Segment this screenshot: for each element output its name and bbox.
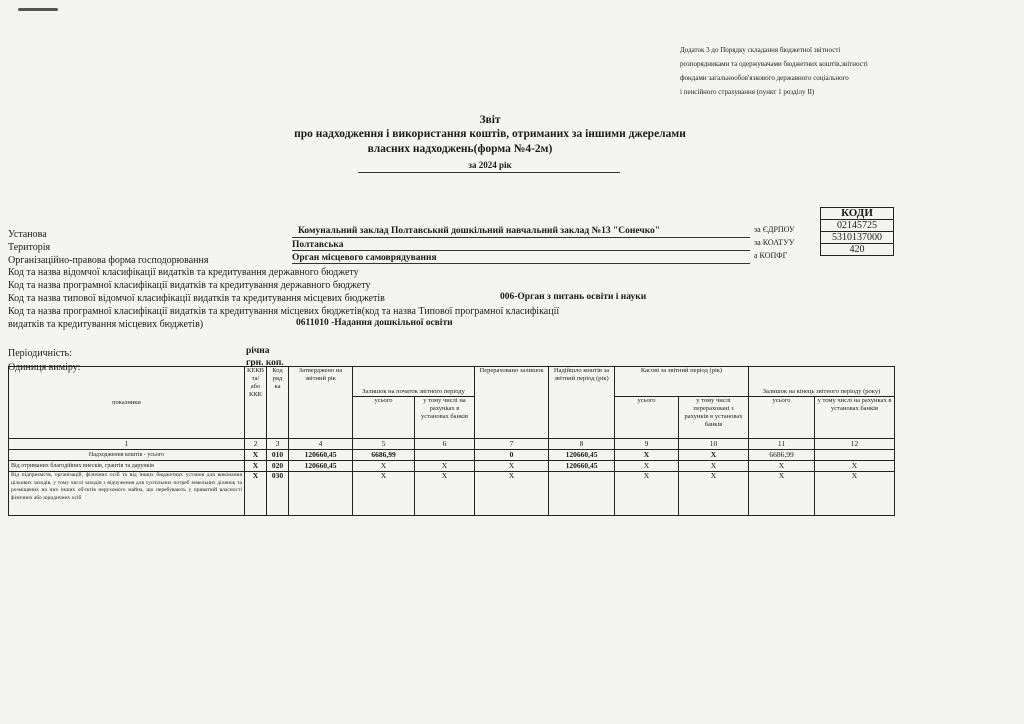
period-underline — [358, 172, 620, 173]
column-number: 7 — [475, 439, 549, 450]
row-code: 030 — [267, 472, 289, 516]
legal-form-label: Організаційно-правова форма господорювання — [8, 255, 209, 266]
row-transferred: 0 — [475, 450, 549, 461]
row-balance-start-banks: Х — [415, 472, 475, 516]
col-approved-header: Затверджено на звітний рік — [289, 367, 353, 439]
col-transferred-header: Перераховано залишок — [475, 367, 549, 439]
koatuu-label: за КОАТУУ — [754, 238, 795, 247]
column-number: 2 — [245, 439, 267, 450]
institution-label: Установа — [8, 229, 47, 240]
annex-line-1: Додаток 3 до Порядку складання бюджетної звітності — [680, 46, 841, 54]
table-row — [9, 472, 895, 516]
column-number: 6 — [415, 439, 475, 450]
annex-line-2: розпорядниками та одержувачами бюджетних коштів,звітності — [680, 60, 868, 68]
row-name: Від отриманих благодійних внесків, грантів та дарунків — [9, 461, 245, 472]
report-subtitle-1: про надходження і використання коштів, отриманих за іншими джерелами — [294, 128, 686, 140]
row-transferred: Х — [475, 461, 549, 472]
dept-class-label: Код та назва відомчої класифікації видатків та кредитування державного бюджету — [8, 267, 359, 278]
row-balance-end-banks: Х — [815, 472, 895, 516]
table-row — [9, 450, 895, 461]
column-number: 4 — [289, 439, 353, 450]
row-received: 120660,45 — [549, 461, 615, 472]
territory-label: Територія — [8, 242, 51, 253]
col-balance-start-header: Залишок на початок звітного періоду — [353, 367, 475, 397]
row-balance-start-banks — [415, 450, 475, 461]
row-balance-start: Х — [353, 461, 415, 472]
annex-line-3: фондами загальнообов'язкового державного соціального — [680, 74, 849, 82]
row-transferred: Х — [475, 472, 549, 516]
report-title: Звіт — [479, 114, 501, 126]
institution-value: Комунальний заклад Полтавський дошкільний навчальний заклад №13 "Сонечко" — [298, 226, 661, 236]
col-balance-start-total-header: усього — [353, 397, 415, 439]
edrpou-label: за ЄДРПОУ — [754, 225, 795, 234]
row-balance-end: Х — [749, 461, 815, 472]
col-kekv-header: КЕКВ та/або ККК — [245, 367, 267, 439]
koatuu-value: 5310137000 — [821, 232, 894, 244]
row-name: Надходження коштів - усього — [9, 450, 245, 461]
col-balance-end-header: Залишок на кінець звітного періоду (року) — [749, 367, 895, 397]
periodicity-label: Періодичність: — [8, 348, 72, 359]
column-number: 1 — [9, 439, 245, 450]
column-numbers-row — [9, 439, 895, 450]
staple-mark — [18, 8, 58, 11]
row-balance-start: 6686,99 — [353, 450, 415, 461]
report-period: за 2024 рік — [468, 160, 512, 170]
table-row — [9, 461, 895, 472]
row-received — [549, 472, 615, 516]
typical-dept-label: Код та назва типової відомчої класифікації видатків та кредитування місцевих бюджетів — [8, 293, 385, 304]
row-balance-start-banks: Х — [415, 461, 475, 472]
prog-class-label: Код та назва програмної класифікації видатків та кредитування державного бюджету — [8, 280, 371, 291]
row-expenses-total: Х — [615, 461, 679, 472]
column-number: 8 — [549, 439, 615, 450]
row-expenses-total: Х — [615, 472, 679, 516]
row-balance-end-banks: Х — [815, 461, 895, 472]
local-prog-value: 0611010 -Надання дошкільної освіти — [296, 318, 453, 328]
row-balance-end: 6686,99 — [749, 450, 815, 461]
row-name: Від підприємств, організацій, фізичних осіб та від інших бюджетних установ для виконання цільових заходів, у тому числі заходів з відчуження для суспільних потреб земельних ділянок та розміщених на них інших об'єктів нерухомого майна, що перебувають у приватній власності фізичних або юридичних осіб — [9, 472, 245, 516]
col-expenses-total-header: усього — [615, 397, 679, 439]
col-expenses-banks-header: у тому числі перераховані з рахунків в установах банків — [679, 397, 749, 439]
institution-underline — [292, 237, 750, 238]
col-indicators-header: показники — [9, 367, 245, 439]
legal-form-underline — [292, 263, 750, 264]
col-expenses-header: Касові за звітний період (рік) — [615, 367, 749, 397]
row-code: 020 — [267, 461, 289, 472]
column-number: 5 — [353, 439, 415, 450]
local-prog-label-2: видатків та кредитування місцевих бюджетів) — [8, 319, 204, 330]
row-approved: 120660,45 — [289, 450, 353, 461]
row-balance-start: Х — [353, 472, 415, 516]
column-number: 11 — [749, 439, 815, 450]
col-balance-end-banks-header: у тому числі на рахунках в установах банків — [815, 397, 895, 439]
unit-value: грн. коп. — [246, 358, 284, 368]
row-expenses-banks: Х — [679, 472, 749, 516]
row-expenses-total: Х — [615, 450, 679, 461]
col-row-code-header: Код ряд ка — [267, 367, 289, 439]
unit-label: Одиниця виміру: — [8, 362, 81, 373]
report-subtitle-2: власних надходжень(форма №4-2м) — [367, 143, 553, 155]
row-approved: 120660,45 — [289, 461, 353, 472]
report-table — [8, 366, 895, 516]
edrpou-value: 02145725 — [821, 220, 894, 232]
territory-underline — [292, 250, 750, 251]
codes-header: КОДИ — [821, 208, 894, 220]
local-prog-label-1: Код та назва програмної класифікації видатків та кредитування місцевих бюджетів(код та назва Типової програмної класифікації — [8, 306, 560, 317]
row-expenses-banks: Х — [679, 461, 749, 472]
column-number: 12 — [815, 439, 895, 450]
col-balance-end-total-header: усього — [749, 397, 815, 439]
row-balance-end: Х — [749, 472, 815, 516]
column-number: 9 — [615, 439, 679, 450]
territory-value: Полтавська — [292, 240, 344, 250]
col-received-header: Надійшло коштів за звітний період (рік) — [549, 367, 615, 439]
row-kekv: Х — [245, 461, 267, 472]
typical-dept-value: 006-Орган з питань освіти і науки — [500, 292, 647, 302]
annex-line-4: і пенсійного страхування (пункт 1 розділу ІІ) — [680, 88, 815, 96]
row-balance-end-banks — [815, 450, 895, 461]
kopfg-label: а КОПФГ — [754, 251, 788, 260]
kopfg-value: 420 — [821, 244, 894, 256]
row-kekv: Х — [245, 450, 267, 461]
column-number: 3 — [267, 439, 289, 450]
codes-table — [820, 207, 894, 256]
col-balance-start-banks-header: у тому числі на рахунках в установах банків — [415, 397, 475, 439]
periodicity-value: річна — [246, 346, 270, 356]
row-approved — [289, 472, 353, 516]
column-number: 10 — [679, 439, 749, 450]
row-code: 010 — [267, 450, 289, 461]
row-expenses-banks: Х — [679, 450, 749, 461]
row-received: 120660,45 — [549, 450, 615, 461]
legal-form-value: Орган місцевого самоврядування — [292, 253, 437, 263]
row-kekv: Х — [245, 472, 267, 516]
